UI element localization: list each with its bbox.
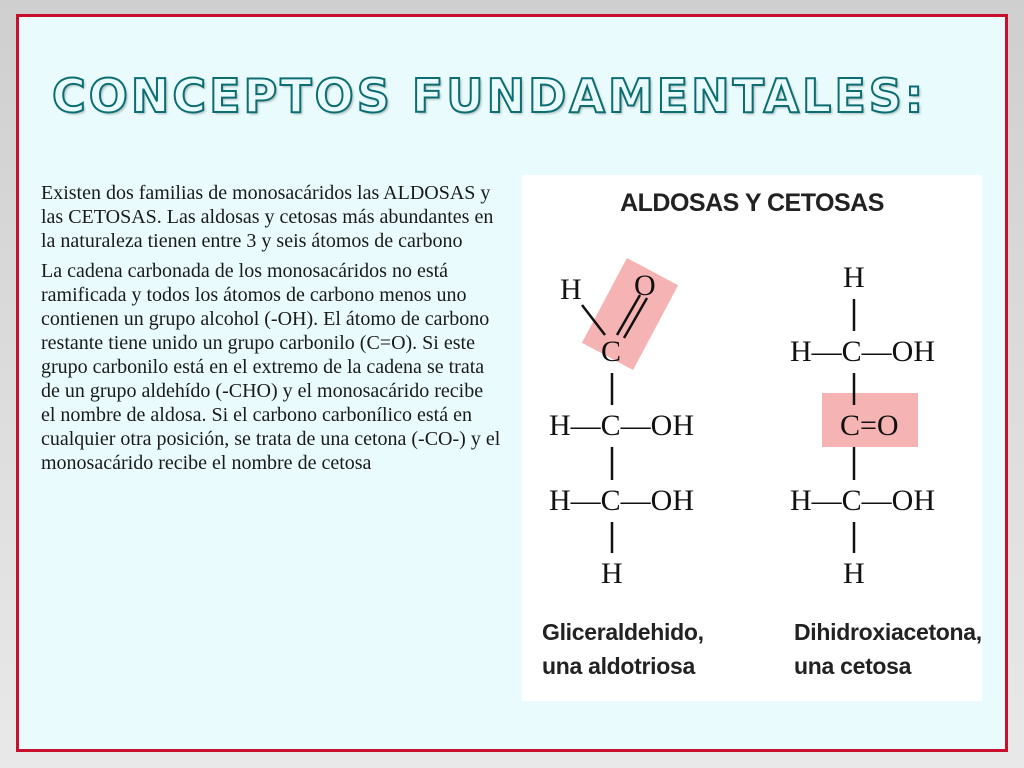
paragraph-2: La cadena carbonada de los monosacáridos no está ramificada y todos los átomos de carbono menos uno contienen un grupo alcohol (-OH). El átomo de carbono restante tiene unido un grupo carbonilo (C=O). Si este grupo carbonilo está en el extremo de la cadena se trata de un grupo aldehído (-CHO) y el monosacárido recibe el nombre de aldosa. Si el carbono carbonílico está en cualquier otra posición, se trata de una cetona (-CO-) y el monosacárido recibe el nombre de cetosa xyxy=(41,260,501,474)
ketose-caption-line-2: una cetosa xyxy=(794,653,912,679)
ketose-row-1: H—C—OH xyxy=(790,335,936,368)
aldose-caption-line-1: Gliceraldehido, xyxy=(542,619,704,645)
ketose-caption xyxy=(794,615,982,683)
paragraph-1: Existen dos familias de monosacáridos las ALDOSAS y las CETOSAS. Las aldosas y cetosas más abundantes en la naturaleza tienen entre 3 y seis átomos de carbono xyxy=(41,182,494,252)
ketose-h-top: H xyxy=(843,261,865,294)
aldose-h-top: H xyxy=(560,273,582,306)
aldose-h-bottom: H xyxy=(601,557,623,590)
aldose-row-2: H—C—OH xyxy=(549,409,695,442)
body-text xyxy=(41,181,501,481)
aldose-caption xyxy=(542,615,704,683)
aldose-row-3: H—C—OH xyxy=(549,484,695,517)
slide xyxy=(16,14,1008,752)
ketose-h-bottom: H xyxy=(843,557,865,590)
slide-title: CONCEPTOS FUNDAMENTALES: xyxy=(52,69,927,123)
aldosas-cetosas-figure xyxy=(522,175,982,701)
aldose-caption-line-2: una aldotriosa xyxy=(542,653,695,679)
ketose-row-3: H—C—OH xyxy=(790,484,936,517)
aldose-oxygen: O xyxy=(634,269,656,302)
ketose-caption-line-1: Dihidroxiacetona, xyxy=(794,619,982,645)
ketose-carbonyl: C=O xyxy=(840,409,899,442)
figure-title: ALDOSAS Y CETOSAS xyxy=(620,189,884,217)
aldose-carbonyl-carbon: C xyxy=(601,335,622,368)
